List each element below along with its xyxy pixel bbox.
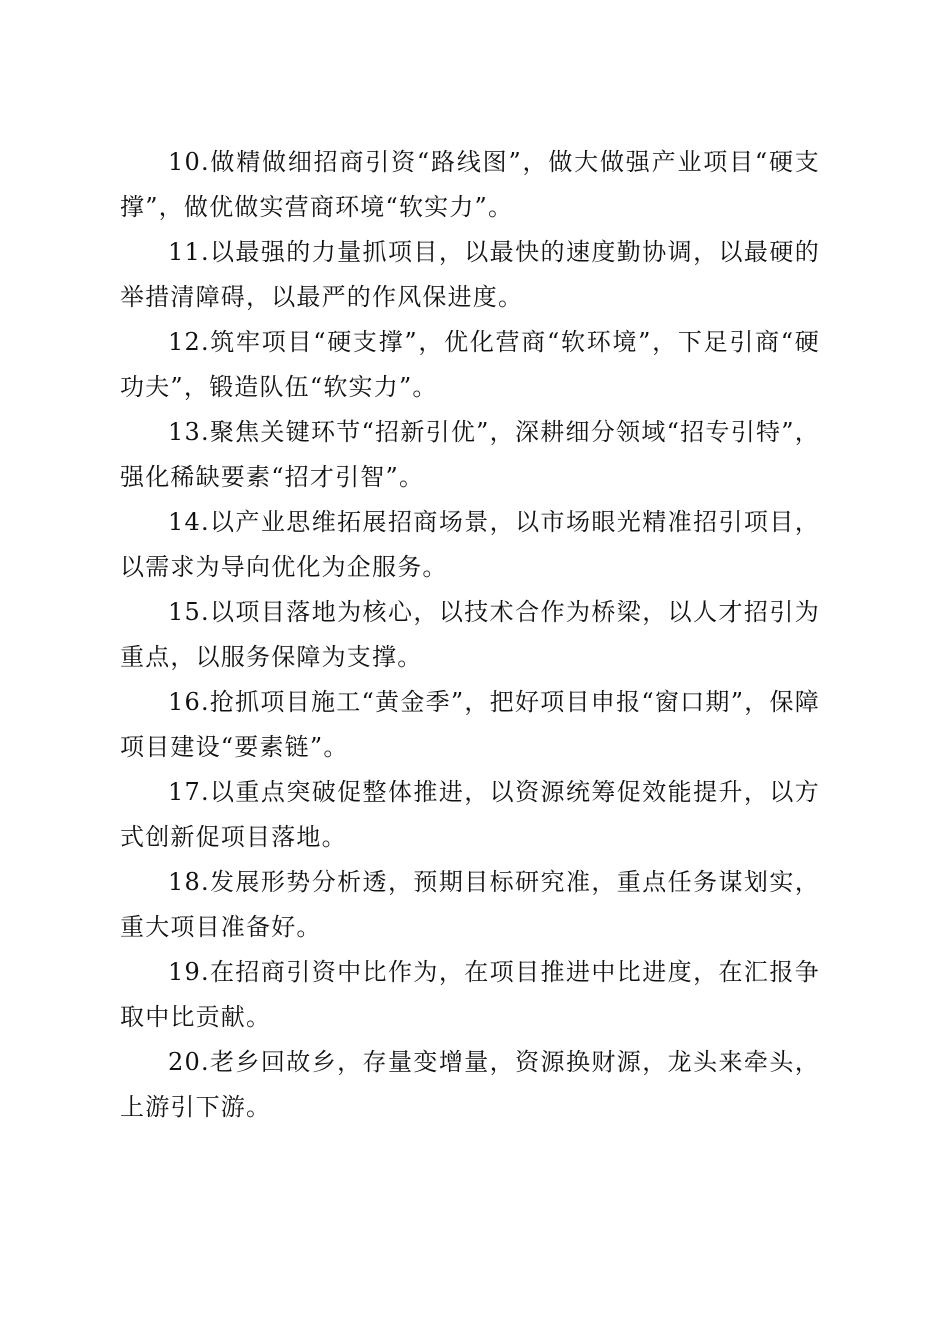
document-body (120, 140, 820, 1130)
paragraph-item-12: 12.筑牢项目“硬支撑”，优化营商“软环境”，下足引商“硬功夫”，锻造队伍“软实力”。 (120, 328, 820, 401)
paragraph-item-19: 19.在招商引资中比作为，在项目推进中比进度，在汇报争取中比贡献。 (120, 958, 820, 1031)
paragraph-item-15: 15.以项目落地为核心，以技术合作为桥梁，以人才招引为重点，以服务保障为支撑。 (120, 598, 820, 671)
paragraph-item-20: 20.老乡回故乡，存量变增量，资源换财源，龙头来牵头，上游引下游。 (120, 1048, 820, 1121)
paragraph-item-18: 18.发展形势分析透，预期目标研究准，重点任务谋划实，重大项目准备好。 (120, 868, 820, 941)
paragraph-item-14: 14.以产业思维拓展招商场景，以市场眼光精准招引项目，以需求为导向优化为企服务。 (120, 508, 820, 581)
paragraph-item-11: 11.以最强的力量抓项目，以最快的速度勤协调，以最硬的举措清障碍，以最严的作风保进度。 (120, 238, 820, 311)
paragraph-item-16: 16.抢抓项目施工“黄金季”，把好项目申报“窗口期”，保障项目建设“要素链”。 (120, 688, 820, 761)
paragraph-item-10: 10.做精做细招商引资“路线图”，做大做强产业项目“硬支撑”，做优做实营商环境“软实力”。 (120, 148, 820, 221)
paragraph-item-13: 13.聚焦关键环节“招新引优”，深耕细分领域“招专引特”，强化稀缺要素“招才引智”。 (120, 418, 820, 491)
paragraph-item-17: 17.以重点突破促整体推进，以资源统筹促效能提升，以方式创新促项目落地。 (120, 778, 820, 851)
